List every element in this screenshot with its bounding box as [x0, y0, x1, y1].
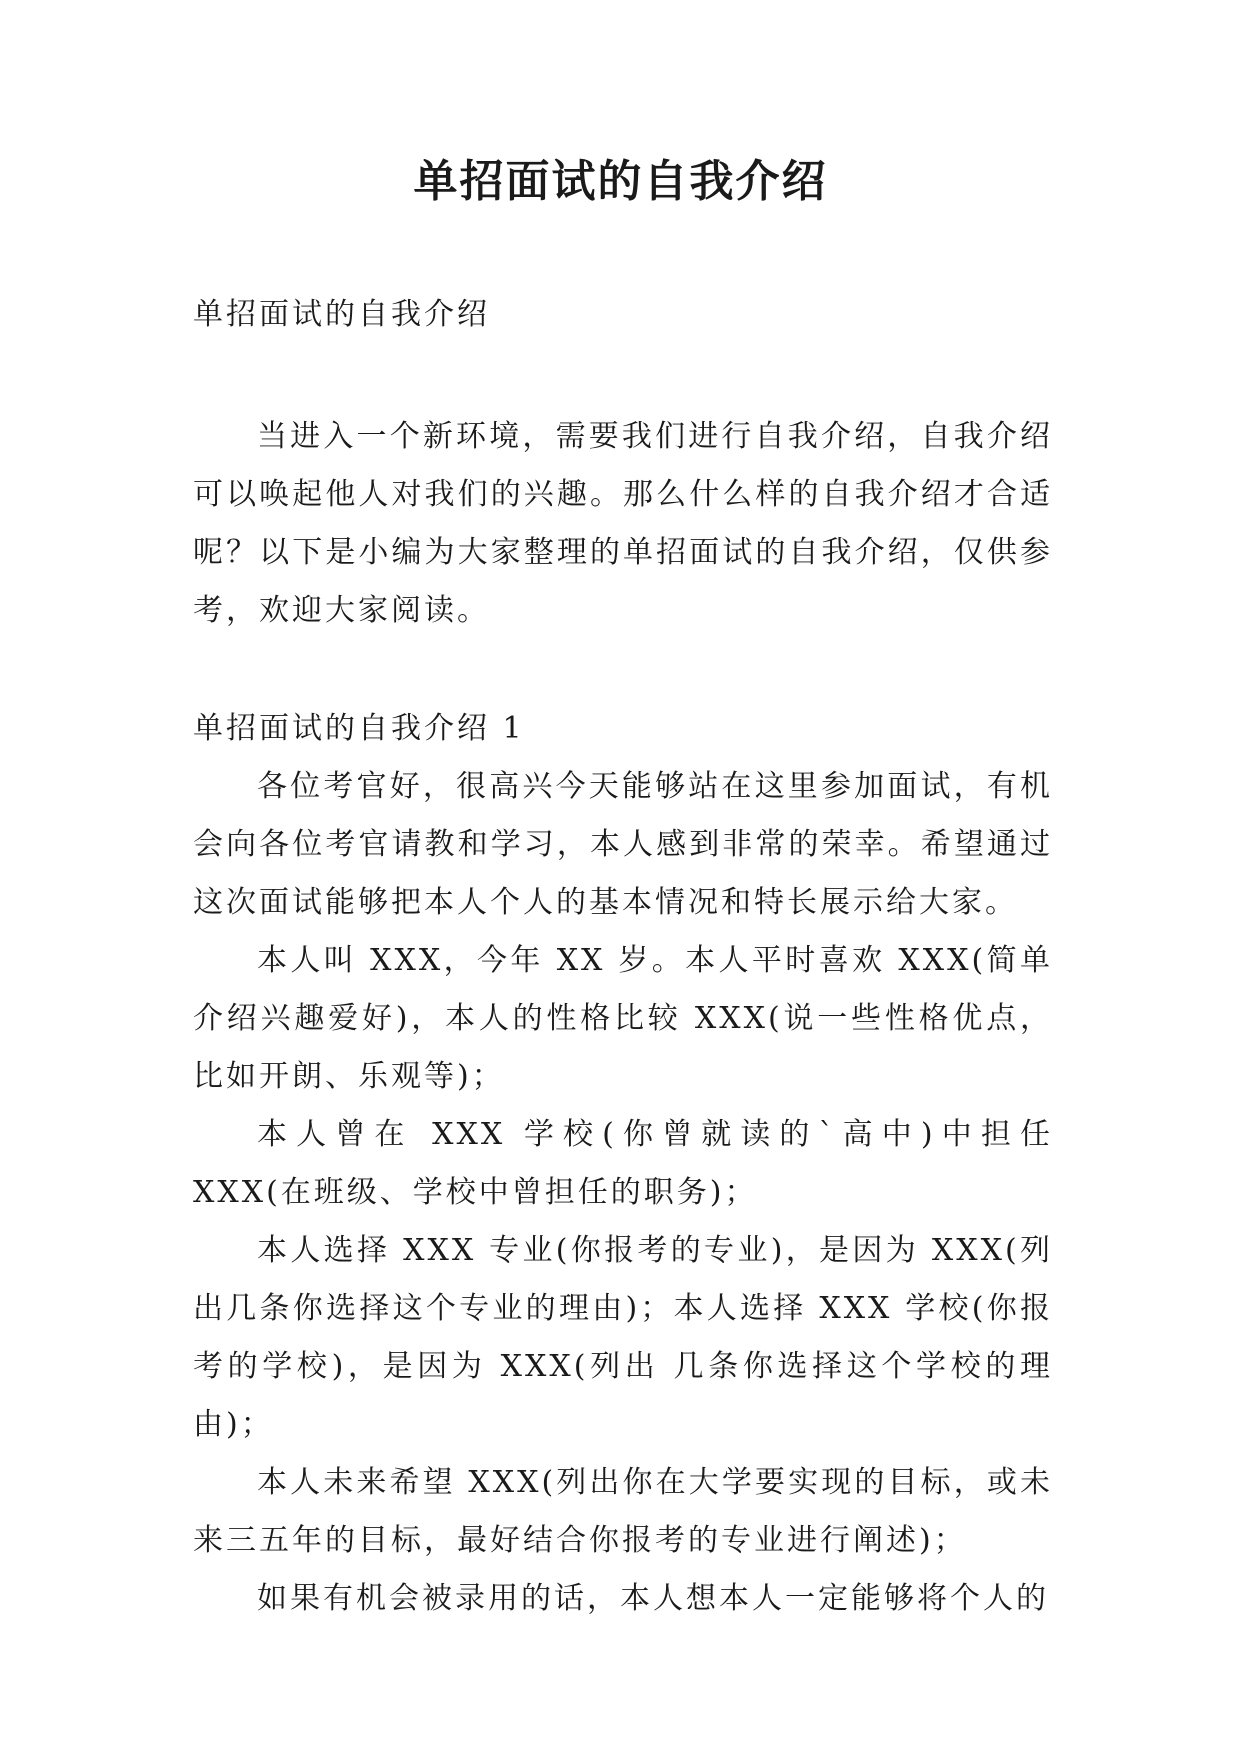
paragraph: 本人选择 XXX 专业(你报考的专业)，是因为 XXX(列出几条你选择这个专业的理由)；本人选择 XXX 学校(你报考的学校)，是因为 XXX(列出 几条你选择这个学校的理由)；: [193, 1233, 1053, 1442]
paragraph: 本人曾在 XXX 学校(你曾就读的`高中)中担任 XXX(在班级、学校中曾担任的职务)；: [193, 1117, 1053, 1210]
intro-paragraph: 当进入一个新环境，需要我们进行自我介绍，自我介绍可以唤起他人对我们的兴趣。那么什么样的自我介绍才合适呢？以下是小编为大家整理的单招面试的自我介绍，仅供参考，欢迎大家阅读。: [193, 419, 1053, 628]
paragraph: 各位考官好，很高兴今天能够站在这里参加面试，有机会向各位考官请教和学习，本人感到非常的荣幸。希望通过这次面试能够把本人个人的基本情况和特长展示给大家。: [193, 769, 1053, 920]
paragraph: 本人未来希望 XXX(列出你在大学要实现的目标，或未来三五年的目标，最好结合你报考的专业进行阐述)；: [193, 1465, 1053, 1558]
paragraph: 本人叫 XXX，今年 XX 岁。本人平时喜欢 XXX(简单介绍兴趣爱好)，本人的性格比较 XXX(说一些性格优点，比如开朗、乐观等)；: [193, 943, 1053, 1094]
document-subtitle: 单招面试的自我介绍: [193, 297, 490, 332]
document-title: 单招面试的自我介绍: [413, 156, 828, 207]
section-heading: 单招面试的自我介绍 1: [193, 711, 525, 746]
section-body: [193, 758, 1053, 1628]
paragraph: 如果有机会被录用的话，本人想本人一定能够将个人的: [257, 1581, 1049, 1616]
